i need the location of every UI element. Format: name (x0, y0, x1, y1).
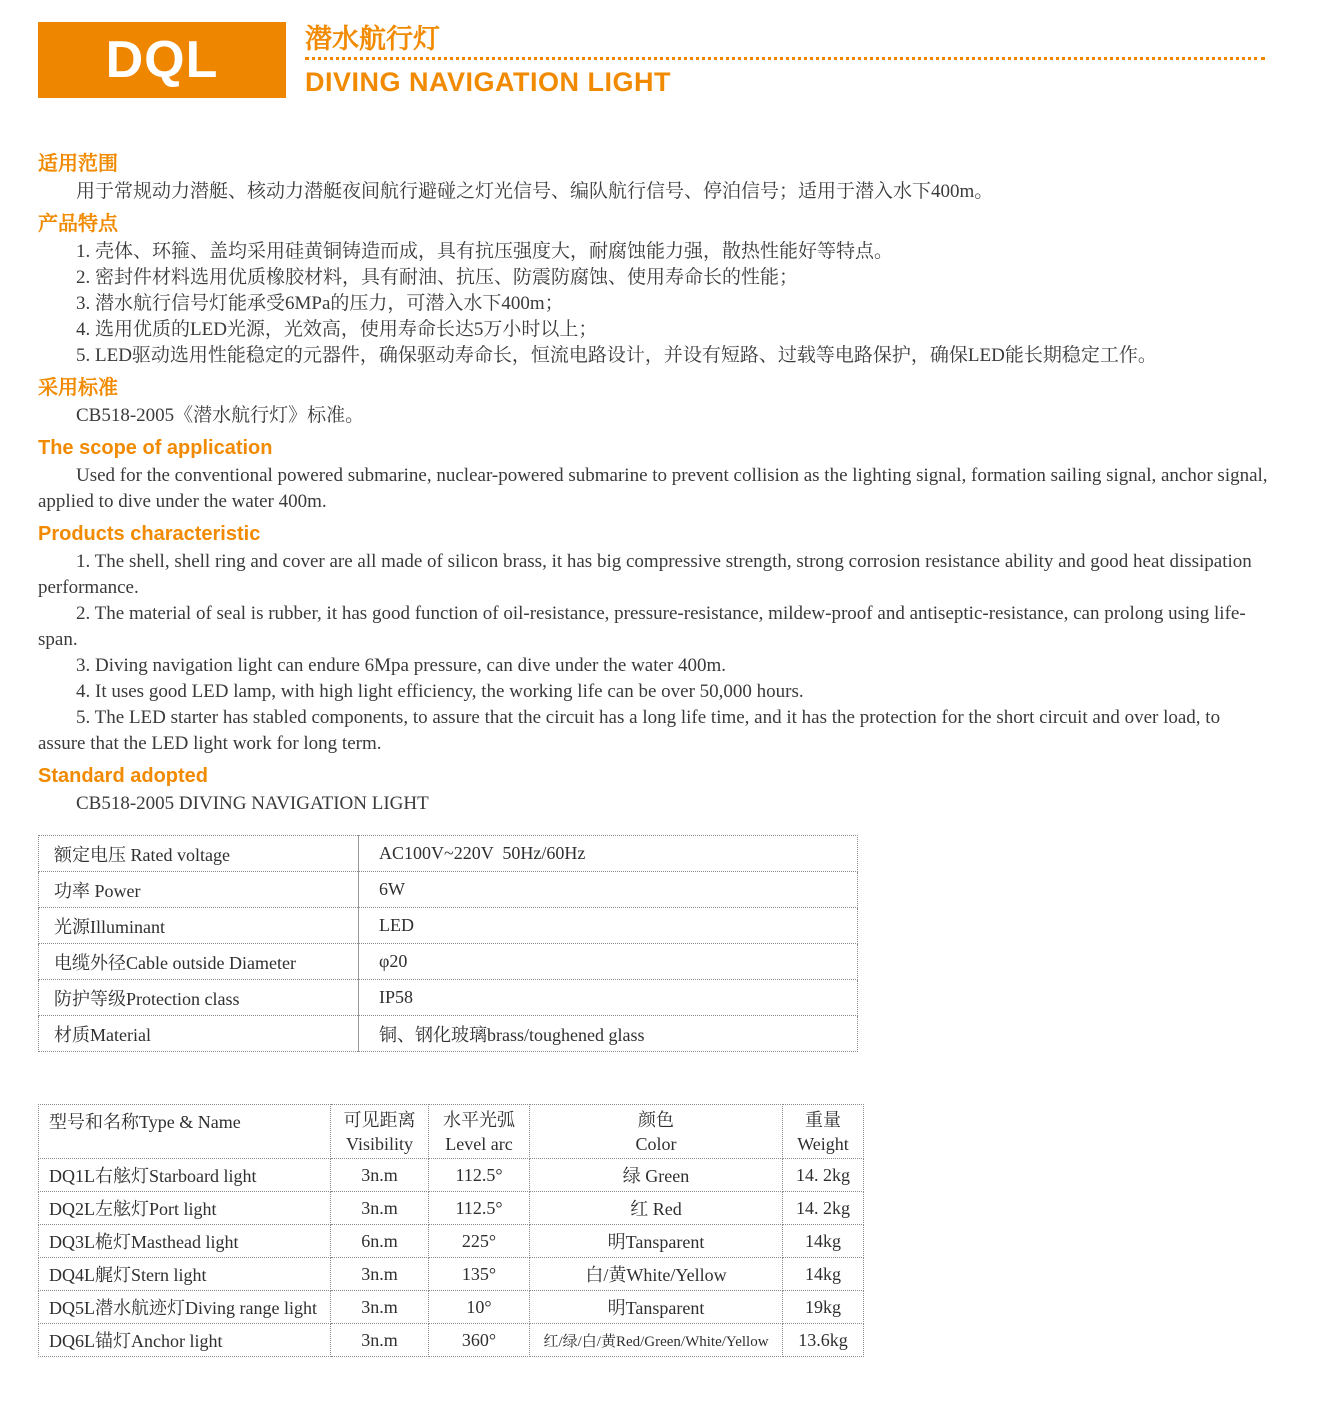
feature-en-item: 2. The material of seal is rubber, it has good function of oil-resistance, pressure-resistance, mildew-proof and antiseptic-resistance, can prolong using life-span. (38, 603, 1246, 650)
col-header-color (530, 1105, 783, 1159)
model-weight: 19kg (783, 1291, 864, 1324)
feature-en-item: 3. Diving navigation light can endure 6Mpa pressure, can dive under the water 400m. (76, 655, 727, 676)
model-arc: 135° (429, 1258, 530, 1291)
model-name: DQ6L锚灯Anchor light (39, 1324, 331, 1357)
col-header-en: Color (635, 1133, 677, 1154)
spec-value: φ20 (359, 944, 858, 980)
model-color: 明Tansparent (530, 1225, 783, 1258)
table-row (39, 836, 858, 872)
standard-zh-paragraph: CB518-2005《潜水航行灯》标准。 (76, 405, 365, 426)
feature-zh-item: 5. LED驱动选用性能稳定的元器件，确保驱动寿命长，恒流电路设计，并设有短路、过载等电路保护，确保LED能长期稳定工作。 (76, 345, 1157, 366)
section-heading-scope-zh: 适用范围 (38, 153, 118, 175)
model-arc: 225° (429, 1225, 530, 1258)
model-visibility: 3n.m (331, 1258, 429, 1291)
col-header-visibility (331, 1105, 429, 1159)
col-header-zh: 可见距离 (343, 1109, 416, 1130)
table-row (39, 1192, 864, 1225)
spec-value: LED (359, 908, 858, 944)
model-visibility: 3n.m (331, 1291, 429, 1324)
feature-zh-item: 3. 潜水航行信号灯能承受6MPa的压力，可潜入水下400m； (76, 293, 564, 314)
spec-label: 材质Material (39, 1016, 359, 1052)
feature-en-item: 4. It uses good LED lamp, with high light efficiency, the working life can be over 50,000 hours. (76, 681, 804, 702)
table-row (39, 944, 858, 980)
spec-value: 6W (359, 872, 858, 908)
section-heading-features-en: Products characteristic (38, 523, 261, 545)
col-header-en: Level arc (445, 1133, 513, 1154)
table-row (39, 1225, 864, 1258)
model-visibility: 3n.m (331, 1159, 429, 1192)
scope-en-paragraph: Used for the conventional powered submarine, nuclear-powered submarine to prevent collision as the lighting signal, formation sailing signal, anchor signal, applied to dive under the water 400m. (38, 465, 1268, 512)
feature-zh-item: 1. 壳体、环箍、盖均采用硅黄铜铸造而成，具有抗压强度大，耐腐蚀能力强，散热性能好等特点。 (76, 241, 894, 262)
section-heading-features-zh: 产品特点 (38, 213, 118, 235)
table-row (39, 1291, 864, 1324)
col-header-level-arc (429, 1105, 530, 1159)
col-header-en: Weight (797, 1133, 849, 1154)
table-row (39, 872, 858, 908)
model-visibility: 6n.m (331, 1225, 429, 1258)
model-arc: 112.5° (429, 1192, 530, 1225)
spec-label: 电缆外径Cable outside Diameter (39, 944, 359, 980)
spec-value: IP58 (359, 980, 858, 1016)
title-block (305, 22, 1265, 98)
page-title-chinese: 潜水航行灯 (305, 24, 1265, 60)
model-color: 绿 Green (530, 1159, 783, 1192)
model-table (38, 1104, 864, 1357)
model-name: DQ1L右舷灯Starboard light (39, 1159, 331, 1192)
spec-value: 铜、钢化玻璃brass/toughened glass (359, 1016, 858, 1052)
model-arc: 360° (429, 1324, 530, 1357)
model-weight: 14kg (783, 1225, 864, 1258)
model-visibility: 3n.m (331, 1192, 429, 1225)
model-color: 红 Red (530, 1192, 783, 1225)
page-header (0, 0, 1343, 98)
model-color: 白/黄White/Yellow (530, 1258, 783, 1291)
model-weight: 13.6kg (783, 1324, 864, 1357)
spec-table (38, 835, 858, 1052)
model-arc: 112.5° (429, 1159, 530, 1192)
model-weight: 14. 2kg (783, 1159, 864, 1192)
table-row (39, 1324, 864, 1357)
scope-zh-paragraph: 用于常规动力潜艇、核动力潜艇夜间航行避碰之灯光信号、编队航行信号、停泊信号；适用于潜入水下400m。 (76, 181, 994, 202)
section-heading-scope-en: The scope of application (38, 437, 273, 459)
model-name: DQ4L艉灯Stern light (39, 1258, 331, 1291)
table-row (39, 1016, 858, 1052)
col-header-zh: 水平光弧 (443, 1109, 515, 1130)
feature-zh-item: 4. 选用优质的LED光源，光效高，使用寿命长达5万小时以上； (76, 319, 598, 340)
feature-en-item: 5. The LED starter has stabled components, to assure that the circuit has a long life time, and it has the protection for the short circuit and over load, to assure that the LED light work for long term. (38, 707, 1221, 754)
spec-label: 功率 Power (39, 872, 359, 908)
model-name: DQ5L潜水航迹灯Diving range light (39, 1291, 331, 1324)
table-row (39, 980, 858, 1016)
table-row (39, 908, 858, 944)
model-visibility: 3n.m (331, 1324, 429, 1357)
spec-value: AC100V~220V 50Hz/60Hz (359, 836, 858, 872)
col-header-zh: 颜色 (638, 1109, 674, 1130)
model-name: DQ3L桅灯Masthead light (39, 1225, 331, 1258)
page-title-english: DIVING NAVIGATION LIGHT (305, 67, 671, 97)
col-header-zh: 重量 (805, 1109, 841, 1130)
standard-en-paragraph: CB518-2005 DIVING NAVIGATION LIGHT (76, 793, 429, 814)
model-color: 明Tansparent (530, 1291, 783, 1324)
col-header-en: Visibility (346, 1133, 413, 1154)
section-heading-standard-en: Standard adopted (38, 765, 209, 787)
spec-label: 光源Illuminant (39, 908, 359, 944)
model-name: DQ2L左舷灯Port light (39, 1192, 331, 1225)
table-row (39, 1159, 864, 1192)
feature-en-item: 1. The shell, shell ring and cover are all made of silicon brass, it has big compressive strength, strong corrosion resistance ability and good heat dissipation performance. (38, 551, 1252, 598)
col-header-weight (783, 1105, 864, 1159)
col-header-type-name: 型号和名称Type & Name (39, 1105, 331, 1159)
model-weight: 14. 2kg (783, 1192, 864, 1225)
model-arc: 10° (429, 1291, 530, 1324)
table-header-row (39, 1105, 864, 1159)
table-row (39, 1258, 864, 1291)
section-heading-standard-zh: 采用标准 (38, 377, 118, 399)
feature-zh-item: 2. 密封件材料选用优质橡胶材料，具有耐油、抗压、防震防腐蚀、使用寿命长的性能； (76, 267, 799, 288)
model-weight: 14kg (783, 1258, 864, 1291)
model-color: 红/绿/白/黄Red/Green/White/Yellow (530, 1324, 783, 1357)
spec-label: 额定电压 Rated voltage (39, 836, 359, 872)
spec-label: 防护等级Protection class (39, 980, 359, 1016)
dql-logo: DQL (38, 22, 286, 98)
page-content (0, 98, 1343, 1357)
